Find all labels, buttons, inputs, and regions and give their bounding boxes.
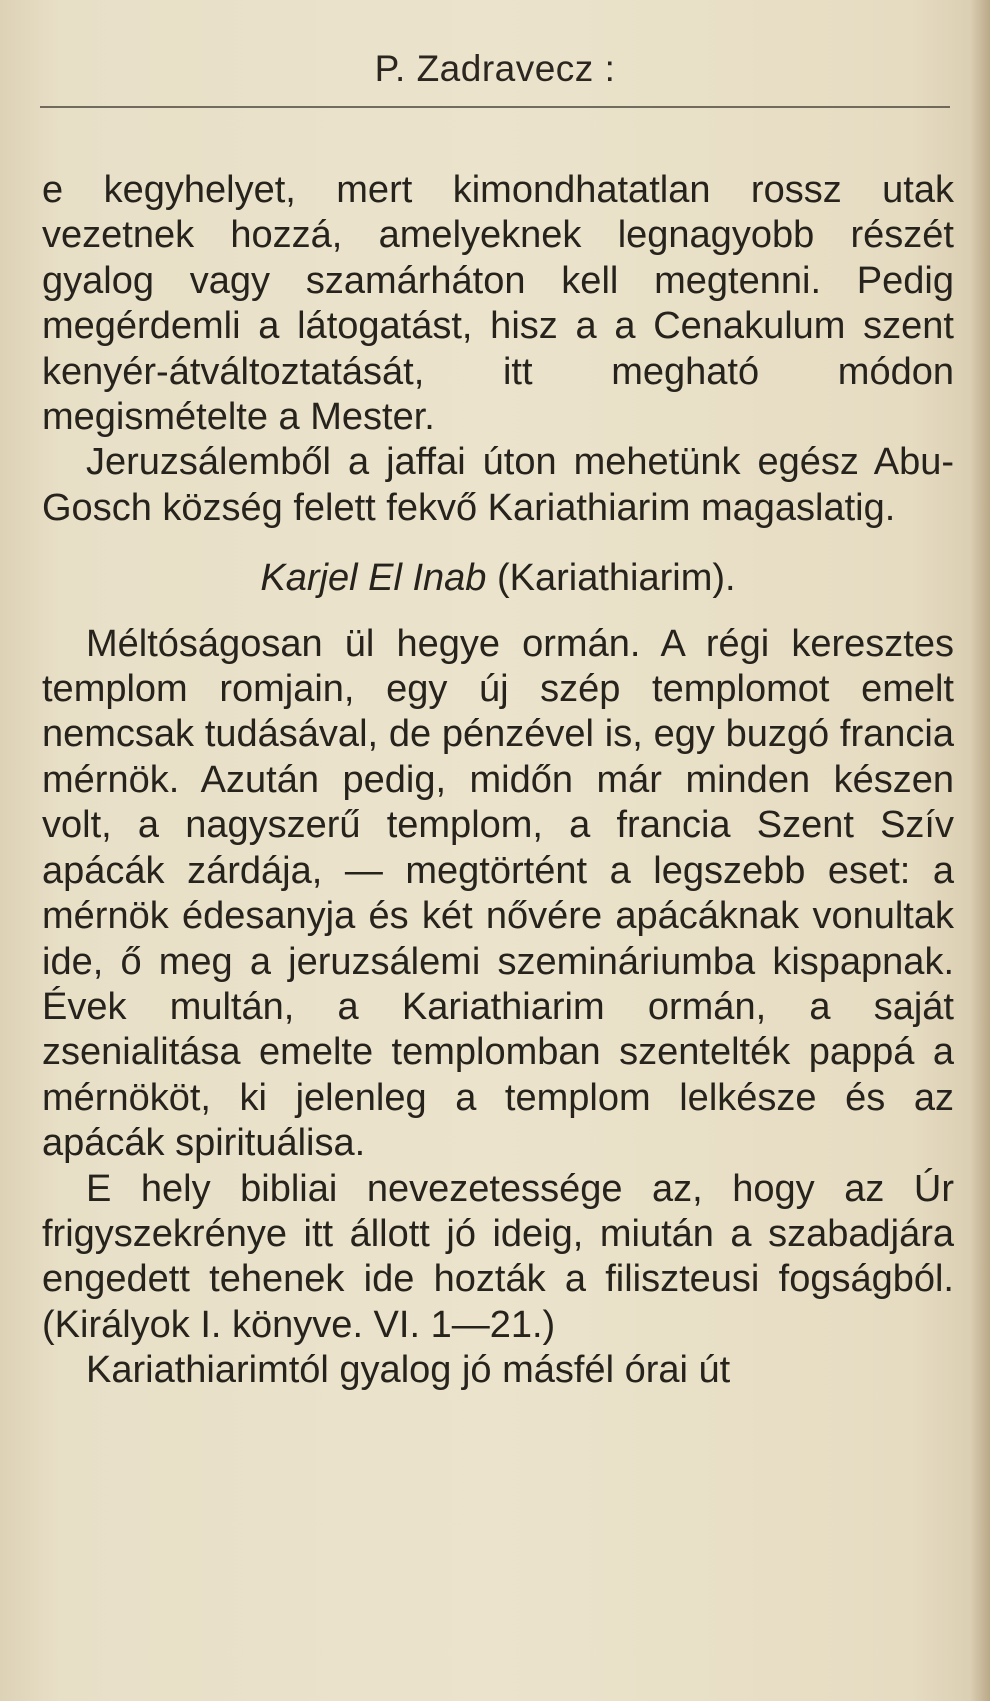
body-text xyxy=(42,168,954,1394)
paragraph-5: Kariathiarimtól gyalog jó másfél órai út xyxy=(86,1349,731,1392)
paragraph-4: E hely bibliai nevezetessége az, hogy az Úr frigyszekrénye itt állott jó ideig, miután a szabadjára engedett tehenek ide hozták a filiszteusi fogságból. (Királyok I. könyve. VI. 1—21.) xyxy=(42,1167,954,1346)
section-heading-italic: Karjel El Inab xyxy=(260,557,487,600)
page-edge-shadow xyxy=(970,0,990,1701)
header-rule xyxy=(40,106,950,108)
paragraph-3: Méltóságosan ül hegye ormán. A régi keresztes templom romjain, egy új szép templomot emelt nemcsak tudásával, de pénzével is, egy buzgó francia mérnök. Azután pedig, midőn már minden készen volt, a nagyszerű templom, a francia Szent Szív apácák zárdája, — megtörtént a legszebb eset: a mérnök édesanyja és két nővére apácáknak vonultak ide, ő meg a jeruzsálemi szemináriumba kispapnak. Évek multán, a Kariathiarim ormán, a saját zsenialitása emelte templomban szentelték pappá a mérnököt, ki jelenleg a templom lelkésze és az apácák spirituálisa. xyxy=(42,622,954,1165)
paragraph-1: e kegyhelyet, mert kimondhatatlan rossz utak vezetnek hozzá, amelyeknek legnagyobb részét gyalog vagy szamárháton kell megtenni. Pedig megérdemli a látogatást, hisz a a Cenakulum szent kenyér-átváltoztatását, itt megható módon megismételte a Mester. xyxy=(42,169,954,439)
running-head: P. Zadravecz : xyxy=(374,48,616,89)
section-heading xyxy=(42,556,954,601)
section-heading-plain: (Kariathiarim). xyxy=(486,557,736,600)
paragraph-2: Jeruzsálemből a jaffai úton mehetünk egész Abu-Gosch község felett fekvő Kariathiarim magaslatig. xyxy=(42,441,954,529)
